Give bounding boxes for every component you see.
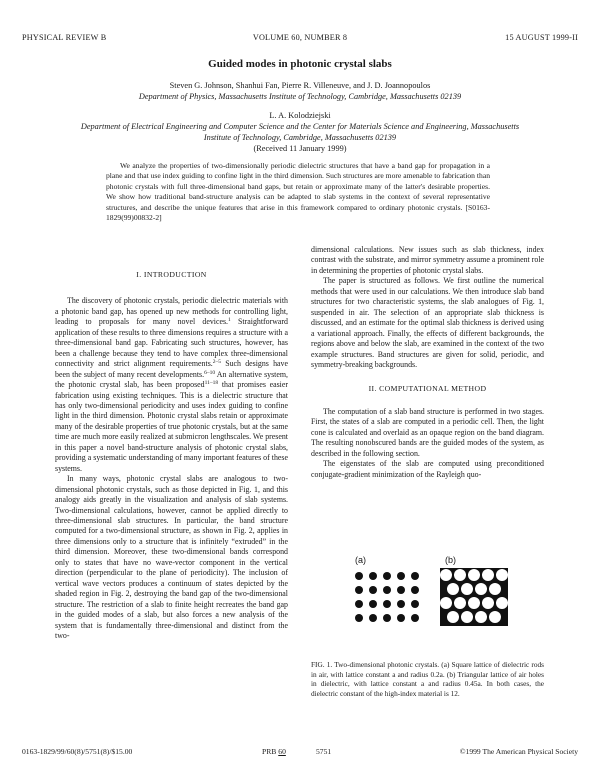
page-number: 5751 xyxy=(316,747,332,756)
figure-label-b: (b) xyxy=(445,555,456,565)
abstract: We analyze the properties of two-dimensionally periodic dielectric structures that have a band gap for propagation in a plane and that use index guiding to confine light in the third dimension. Such structures are more amenable to fabrication than photonic crystals with full three-dimensional band gaps, but retain or approximate many of the latter's desirable properties. We show how traditional band-structure analysis can be adapted to slab systems in the context of several representative structures, and describe the unique features that arise in this framework compared to ordinary photonic crystals. [S0163-1829(99)00832-2] xyxy=(106,161,490,223)
footer-code: 0163-1829/99/60(8)/5751(8)/$15.00 xyxy=(22,747,133,756)
copyright: ©1999 The American Physical Society xyxy=(459,747,578,756)
computational-method-heading: II. COMPUTATIONAL METHOD xyxy=(368,384,487,394)
intro-paragraph-1: The discovery of photonic crystals, periodic dielectric materials with a photonic band gap, has opened up new methods for controlling light, leading to proposals for many novel devices.$^1$ Straightforward application of these results to three dimensions requires a structure with a three-dimensional band gap. Fabricating such structures, however, has been a challenge because they tend to have complex three-dimensional connectivity and strict alignment requirements.$^{2-5}$ Such designs have been the subject of many recent developments.$^{6-10}$ An alternative system, the photonic crystal slab, has been proposed$^{11-18}$ that promises easier fabrication using existing techniques. This is a dielectric structure that has only two-dimensional periodicity and uses index guiding to confine light in the third dimension. Photonic crystal slabs retain or approximate many of the desirable properties of true photonic crystals, but at the same time are much more easily realized at submicron lengthscales. We present in this paper a novel band-structure analysis of photonic crystal slabs, providing a systematic understanding of many important features of these systems. xyxy=(55,296,289,473)
second-affiliation-line-1: Department of Electrical Engineering and Computer Science and the Center for Materials Science and Engineering, Massachusetts xyxy=(80,122,520,131)
footer-journal: PRB 60 xyxy=(262,747,286,756)
affiliation: Department of Physics, Massachusetts Institute of Technology, Cambridge, Massachusetts 02139 xyxy=(138,92,462,101)
journal-name: PHYSICAL REVIEW B xyxy=(22,33,107,42)
citation: 11–18 xyxy=(204,380,219,387)
citation: 1 xyxy=(228,317,231,324)
figure-label-a: (a) xyxy=(355,555,366,565)
figure-1a-rod-lattice xyxy=(352,568,422,626)
introduction-heading: I. INTRODUCTION xyxy=(136,270,207,279)
second-author: L. A. Kolodziejski xyxy=(269,111,331,120)
received-date: (Received 11 January 1999) xyxy=(253,144,347,153)
issue-date: 15 AUGUST 1999-II xyxy=(505,33,578,42)
intro-paragraph-2: In many ways, photonic crystal slabs are analogous to two-dimensional photonic crystals, such as those depicted in Fig. 1, and this analogy aids greatly in the visualization and analysis of slab systems. Two-dimensional calculations, however, cannot be applied directly to three-dimensional slab structures. In particular, the band structure computed for a two-dimensional structure, as shown in Fig. 2, applies in three dimensions only to a structure that is infinitely “extruded” in the third dimension. Moreover, these two-dimensional bands correspond only to states that have no wave-vector component in the vertical direction (perpendicular to the plane of periodicity). The inclusion of vertical wave vectors produces a continuum of states depicted by the shaded region in Fig. 2, destroying the band gap of the two-dimensional structure. The restriction of a slab to finite height recreates the band gap in the guided modes of a slab, but also forces a new analysis of the system that is fundamentally three-dimensional and distinct from the two- xyxy=(55,474,288,640)
second-affiliation-line-2: Institute of Technology, Cambridge, Massachusetts 02139 xyxy=(203,133,397,142)
citation: 6–10 xyxy=(204,369,216,376)
method-paragraph-1: The computation of a slab band structure is performed in two stages. First, the states of a slab are computed in a periodic cell. Then, the light cone is calculated and overlaid as an opaque region on the band diagram. The resulting nonobscured bands are the guided modes of the system, as described in the following section. xyxy=(311,406,544,458)
footer-volume: 60 xyxy=(278,747,286,756)
intro-paragraph-3: The paper is structured as follows. We first outline the numerical methods that were used in our calculations. We then introduce slab band structures for two characteristic systems, the slab analogues of Fig. 1, suspended in air. The selection of an appropriate slab thickness is discussed, and an estimate for the optimal slab thickness is derived using a variational approach. Finally, the effects of different backgrounds, the regions above and below the slab, are examined in the context of the two example structures. Band structures are given for solid, periodic, and symmetry-breaking backgrounds. xyxy=(311,276,544,369)
figure-caption: FIG. 1. Two-dimensional photonic crystals. (a) Square lattice of dielectric rods in air, with lattice constant a and radius 0.2a. (b) Triangular lattice of air holes in dielectric, with lattice constant a and radius 0.45a. In both cases, the dielectric constant of the high-index material is 12. xyxy=(311,660,544,698)
volume-number: VOLUME 60, NUMBER 8 xyxy=(252,33,348,42)
intro-paragraph-continued: dimensional calculations. New issues such as slab thickness, index contrast with the substrate, and mirror symmetry assume a prominent role in determining the properties of photonic crystal slabs. xyxy=(311,245,544,275)
citation: 2–5 xyxy=(212,359,221,366)
figure-1b-hole-lattice xyxy=(440,568,508,626)
right-column xyxy=(311,245,544,480)
method-paragraph-2: The eigenstates of the slab are computed using preconditioned conjugate-gradient minimization of the Rayleigh quo- xyxy=(311,459,544,479)
left-column xyxy=(55,270,288,641)
authors: Steven G. Johnson, Shanhui Fan, Pierre R. Villeneuve, and J. D. Joannopoulos xyxy=(169,81,431,90)
paper-title: Guided modes in photonic crystal slabs xyxy=(208,58,392,70)
